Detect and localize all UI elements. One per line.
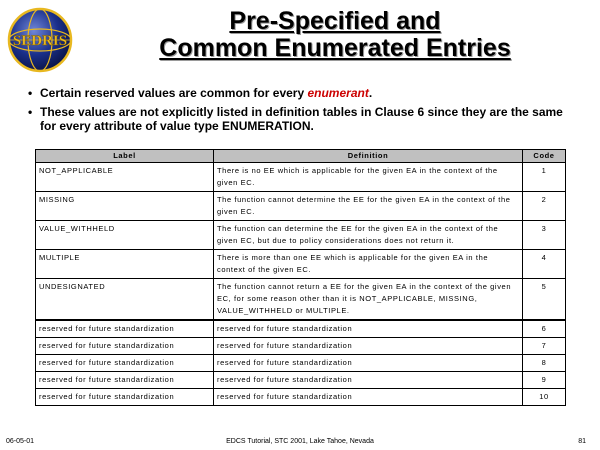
cell-label: reserved for future standardization (36, 389, 214, 406)
bullet-dot-icon: • (28, 86, 33, 100)
footer-page-number: 81 (578, 438, 586, 445)
cell-definition: The function cannot return a EE for the given EA in the context of the given EC, for some reason other than it is NOT_APPLICABLE, MISSING, VALUE_WITHHELD or MULTIPLE. (214, 279, 523, 321)
table-row (36, 279, 566, 321)
table-row (36, 355, 566, 372)
sedris-logo (4, 4, 76, 76)
cell-label: reserved for future standardization (36, 355, 214, 372)
cell-label: MULTIPLE (36, 250, 214, 279)
table-row (36, 320, 566, 338)
header-definition: Definition (214, 150, 523, 163)
bullet-1-suffix: . (368, 86, 373, 100)
table-row (36, 163, 566, 192)
table-row (36, 250, 566, 279)
cell-code: 3 (523, 221, 566, 250)
cell-definition: There is more than one EE which is applicable for the given EA in the context of the given EC. (214, 250, 523, 279)
cell-label: reserved for future standardization (36, 372, 214, 389)
cell-label: UNDESIGNATED (36, 279, 214, 321)
cell-definition: There is no EE which is applicable for the given EA in the context of the given EC. (214, 163, 523, 192)
cell-code: 9 (523, 372, 566, 389)
cell-definition: reserved for future standardization (214, 320, 523, 338)
cell-definition: reserved for future standardization (214, 389, 523, 406)
table-row (36, 389, 566, 406)
cell-code: 10 (523, 389, 566, 406)
table-row (36, 192, 566, 221)
cell-label: reserved for future standardization (36, 320, 214, 338)
title-line-1: Pre-Specified and (229, 7, 441, 35)
bullet-dot-icon: • (28, 105, 33, 119)
footer-date: 06-05-01 (6, 438, 35, 445)
table-row (36, 372, 566, 389)
cell-label: MISSING (36, 192, 214, 221)
cell-label: reserved for future standardization (36, 338, 214, 355)
enumeration-table (35, 149, 566, 406)
header-label: Label (36, 150, 214, 163)
cell-code: 2 (523, 192, 566, 221)
cell-definition: The function can determine the EE for the given EA in the context of the given EC, but due to policy considerations does not return it. (214, 221, 523, 250)
cell-label: VALUE_WITHHELD (36, 221, 214, 250)
cell-definition: The function cannot determine the EE for the given EA in the context of the given EC. (214, 192, 523, 221)
bullet-1-prefix: Certain reserved values are common for every (40, 86, 308, 100)
cell-label: NOT_APPLICABLE (36, 163, 214, 192)
cell-code: 5 (523, 279, 566, 321)
cell-definition: reserved for future standardization (214, 372, 523, 389)
table-row (36, 338, 566, 355)
header-code: Code (523, 150, 566, 163)
cell-definition: reserved for future standardization (214, 338, 523, 355)
bullet-item (28, 105, 573, 133)
bullet-list (28, 86, 573, 138)
footer-event: EDCS Tutorial, STC 2001, Lake Tahoe, Nevada (226, 438, 374, 445)
logo-text: SEDRIS (12, 33, 68, 49)
bullet-2-text: These values are not explicitly listed in definition tables in Clause 6 since they are the same for every attribute of value type ENUMERATION. (40, 105, 563, 133)
cell-code: 1 (523, 163, 566, 192)
table-row (36, 221, 566, 250)
page-title (100, 8, 570, 62)
cell-code: 6 (523, 320, 566, 338)
bullet-1-emphasis: enumerant (307, 86, 369, 100)
table-header-row (36, 150, 566, 163)
title-line-2: Common Enumerated Entries (159, 34, 511, 62)
cell-code: 8 (523, 355, 566, 372)
cell-definition: reserved for future standardization (214, 355, 523, 372)
bullet-item (28, 86, 573, 100)
cell-code: 4 (523, 250, 566, 279)
cell-code: 7 (523, 338, 566, 355)
